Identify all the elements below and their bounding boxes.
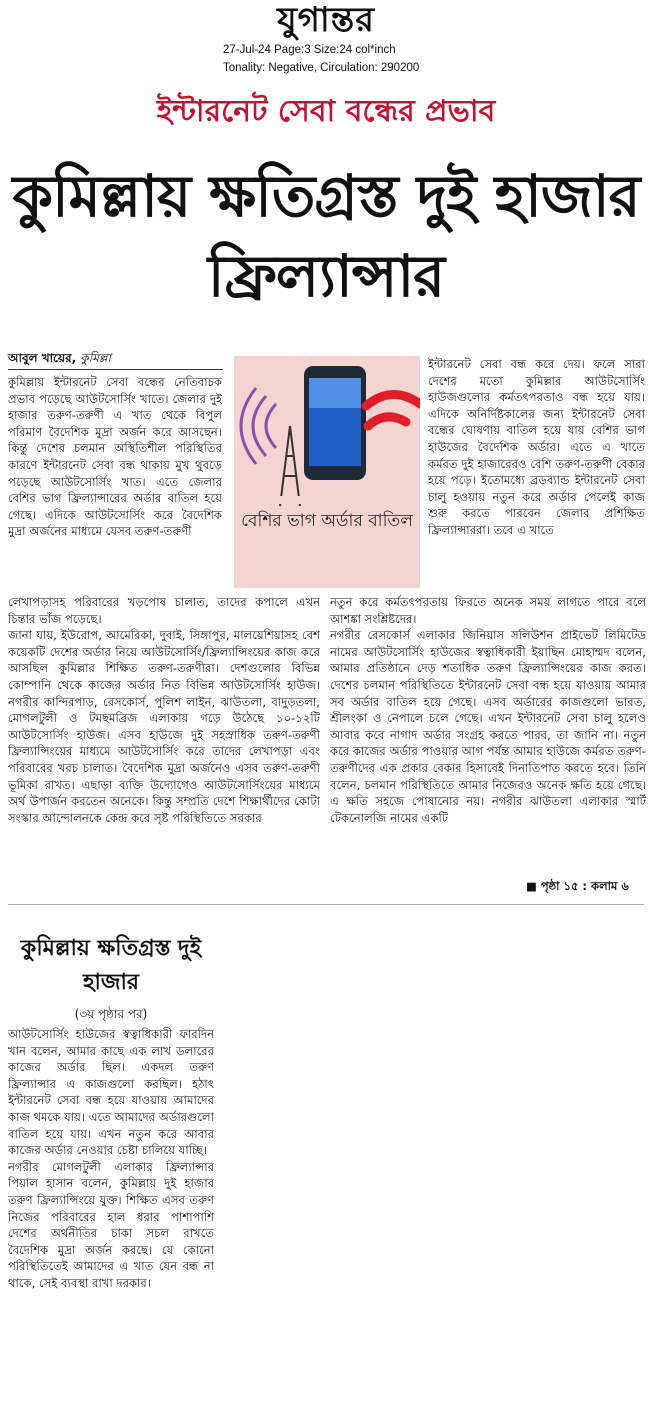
byline-rule [8, 369, 223, 370]
article-kicker: ইন্টারনেট সেবা বন্ধের প্রভাব [156, 94, 496, 129]
continuation-from-page: (৩য় পৃষ্ঠার পর) [74, 1007, 148, 1021]
clipping-meta-tonality: Tonality: Negative, Circulation: 290200 [223, 62, 420, 74]
continued-on-page-ref: ■ পৃষ্ঠা ১৫ : কলাম ৬ [526, 879, 629, 893]
continuation-body: আউটসোর্সিং হাউজের স্বত্বাধিকারী ফারদিন খান বলেন, আমার কাছে এক লাখ ডলারের কাজের অর্ডার ছিল। একদল তরুণ ফ্রিল্যান্সার এ কাজগুলো করছিল। হঠাৎ ইন্টারনেট সেবা বন্ধ হয়ে যাওয়ায় আমাদের কাজ থমকে যায়। এতে আমাদের অর্ডারগুলো বাতিল হয়ে যায়। এখন নতুন করে আবার কাজের অর্ডার নেওয়ার চেষ্টা চালিয়ে যাচ্ছি। নগরীর মোগলটুলী এলাকার ফ্রিল্যান্সার পিয়াল হাসান বলেন, কুমিল্লায় দুই হাজার তরুণ ফ্রিল্যান্সিংয়ে যুক্ত। শিক্ষিত এসব তরুণ নিজের পরিবারের হাল ধরার পাশাপাশি দেশের অর্থনীতির চাকা সচল রাখতে বৈদেশিক মুদ্রা অর্জন করছে। যে কোনো পরিস্থিতিতেই আমাদের এ খাত যেন বন্ধ না থাকে, সেই ব্যবস্থা রাখা দরকার। [8, 1027, 214, 1290]
article-photo [234, 356, 420, 588]
byline [8, 350, 111, 370]
wifi-left-icon [241, 388, 276, 464]
article-lower-left: লেখাপড়াসহ পরিবারের খড়পোষ চালাত, তাদের কপালে এখন চিন্তার ভাঁজ পড়েছে। জানা যায়, ইউরোপ, আমেরিকা, দুবাই, সিঙ্গাপুর, মালয়েশিয়াসহ বেশ কয়েকটি দেশের অর্ডার নিয়ে আউটসোর্সিং/ফ্রিল্যান্সিংয়ের কাজ করে আসছিল কুমিল্লার শিক্ষিত তরুণ-তরুণীরা। দেশগুলোর বিভিন্ন কোম্পানি থেকে কাজের অর্ডার নিত বিভিন্ন আউটসোর্সিং হাউজ। নগরীর কান্দিরপাড়, রেসকোর্স, পুলিশ লাইন, ঝাউতলা, বাদুড়তলা, মোগলটুলী ও টমছমব্রিজ এলাকায় গড়ে উঠেছে ১০-১২টি আউটসোর্সিং হাউজ। এসব হাউজে দুই সহস্রাধিক তরুণ-তরুণী ফ্রিল্যান্সিংয়ের মাধ্যমে আউটসোর্সিং করে তাদের লেখাপড়া এবং পরিবারের খরচ চালাত। বৈদেশিক মুদ্রা অর্জনেও এসব তরুণ-তরুণী ভূমিকা রাখত। এছাড়া ব্যক্তি উদ্যোগেও আউটসোর্সিংয়ের মাধ্যমে অর্থ উপার্জন করতেন অনেকে। কিন্তু সম্প্রতি দেশে শিক্ষার্থীদের কোটা সংস্কার আন্দোলনকে কেন্দ্র করে সৃষ্ট পরিস্থিতিতে সরকার [8, 595, 320, 825]
section-divider [8, 904, 644, 905]
article-headline: কুমিল্লায় ক্ষতিগ্রস্ত দুই হাজার ফ্রিল্যান্সার [12, 162, 640, 310]
newspaper-logo: যুগান্তর [277, 0, 375, 40]
byline-place: কুমিল্লা [80, 351, 111, 365]
continuation-headline: কুমিল্লায় ক্ষতিগ্রস্ত দুই হাজার [20, 936, 202, 995]
article-lower-right: নতুন করে কর্মতৎপরতায় ফিরতে অনেক সময় লাগতে পারে বলে আশঙ্কা সংশ্লিষ্টদের। নগরীর রেসকোর্স এলাকার জিনিয়াস সলিউশন প্রাইভেট লিমিটেড নামের আউটসোর্সিং হাউজের স্বত্বাধিকারী ইয়াছিন মোহাম্মদ বলেন, আমার প্রতিষ্ঠানে দেড় শতাধিক তরুণ ফ্রিল্যান্সিংয়ের কাজ করত। দেশের চলমান পরিস্থিতিতে ইন্টারনেট সেবা বন্ধ হয়ে যাওয়ায় আমার সব অর্ডার বাতিল হয়ে গেছে। এসব অর্ডারের কাজগুলো ভারত, শ্রীলংকা ও নেপালে চলে গেছে। এখন ইন্টারনেট সেবা চালু হলেও আবার কবে নাগাদ অর্ডার সংগ্রহ করতে পারব, তা জানি না। নতুন করে কাজের অর্ডার পাওয়ার আগ পর্যন্ত আমার হাউজে কর্মরত তরুণ-তরুণীদের এক প্রকার বেকার হিসাবেই দিনাতিপাত করতে হবে। তিনি বলেন, চলমান পরিস্থিতিতে আমার নিজেরও অনেক ক্ষতি হয়ে গেছে। এ ক্ষতি সহজে পোষানোর নয়। নগরীর ঝাউতলা এলাকার স্মার্ট টেকনোলজি নামের একটি [330, 595, 646, 825]
wifi-right-icon [366, 394, 420, 426]
antenna-tower-icon [280, 426, 300, 506]
phone-wifi-illustration [234, 356, 420, 588]
photo-caption: বেশির ভাগ অর্ডার বাতিল [241, 511, 413, 531]
article-column-right: ইন্টারনেট সেবা বন্ধ করে দেয়। ফলে সারা দেশের মতো কুমিল্লার আউটসোর্সিং হাউজগুলোর কর্মতৎপরতাও বন্ধ হয়ে যায়। এদিকে অনির্দিষ্টকালের জন্য ইন্টারনেট সেবা বন্ধের ঘোষণায় বাতিল হয়ে যায় বেশির ভাগ হাউজের বৈদেশিক অর্ডার। এতে এ খাতে কর্মরত দুই হাজারেরও বেশি তরুণ-তরুণী বেকার হয়ে পড়ে। ইতোমধ্যে ব্রডব্যান্ড ইন্টারনেট সেবা চালু হওয়ায় নতুন করে অর্ডার পেলেই কাজ শুরু করতে পারবেন জেলার প্রশিক্ষিত ফ্রিল্যান্সাররা। তবে এ খাতে [428, 357, 645, 537]
byline-name: আবুল খায়ের, [8, 351, 77, 365]
clipping-meta-page-size: 27-Jul-24 Page:3 Size:24 col*inch [223, 44, 396, 56]
article-column-left: কুমিল্লায় ইন্টারনেট সেবা বন্ধের নেতিবাচক প্রভাব পড়েছে আউটসোর্সিং খাতে। জেলার দুই হাজার তরুণ-তরুণী এ খাত থেকে বিপুল পরিমাণ বৈদেশিক মুদ্রা অর্জন করে আসছেন। কিন্তু দেশের চলমান অস্থিতিশীল পরিস্থিতির কারণে ইন্টারনেট সেবা বন্ধ থাকায় মুখ থুবড়ে পড়েছে আউটসোর্সিং খাত। এতে জেলার বেশির ভাগ ফ্রিল্যান্সারের অর্ডার বাতিল হয়ে গেছে। এদিকে আউটসোর্সিং করে বৈদেশিক মুদ্রা অর্জনের মাধ্যমে যেসব তরুণ-তরুণী [8, 375, 222, 539]
